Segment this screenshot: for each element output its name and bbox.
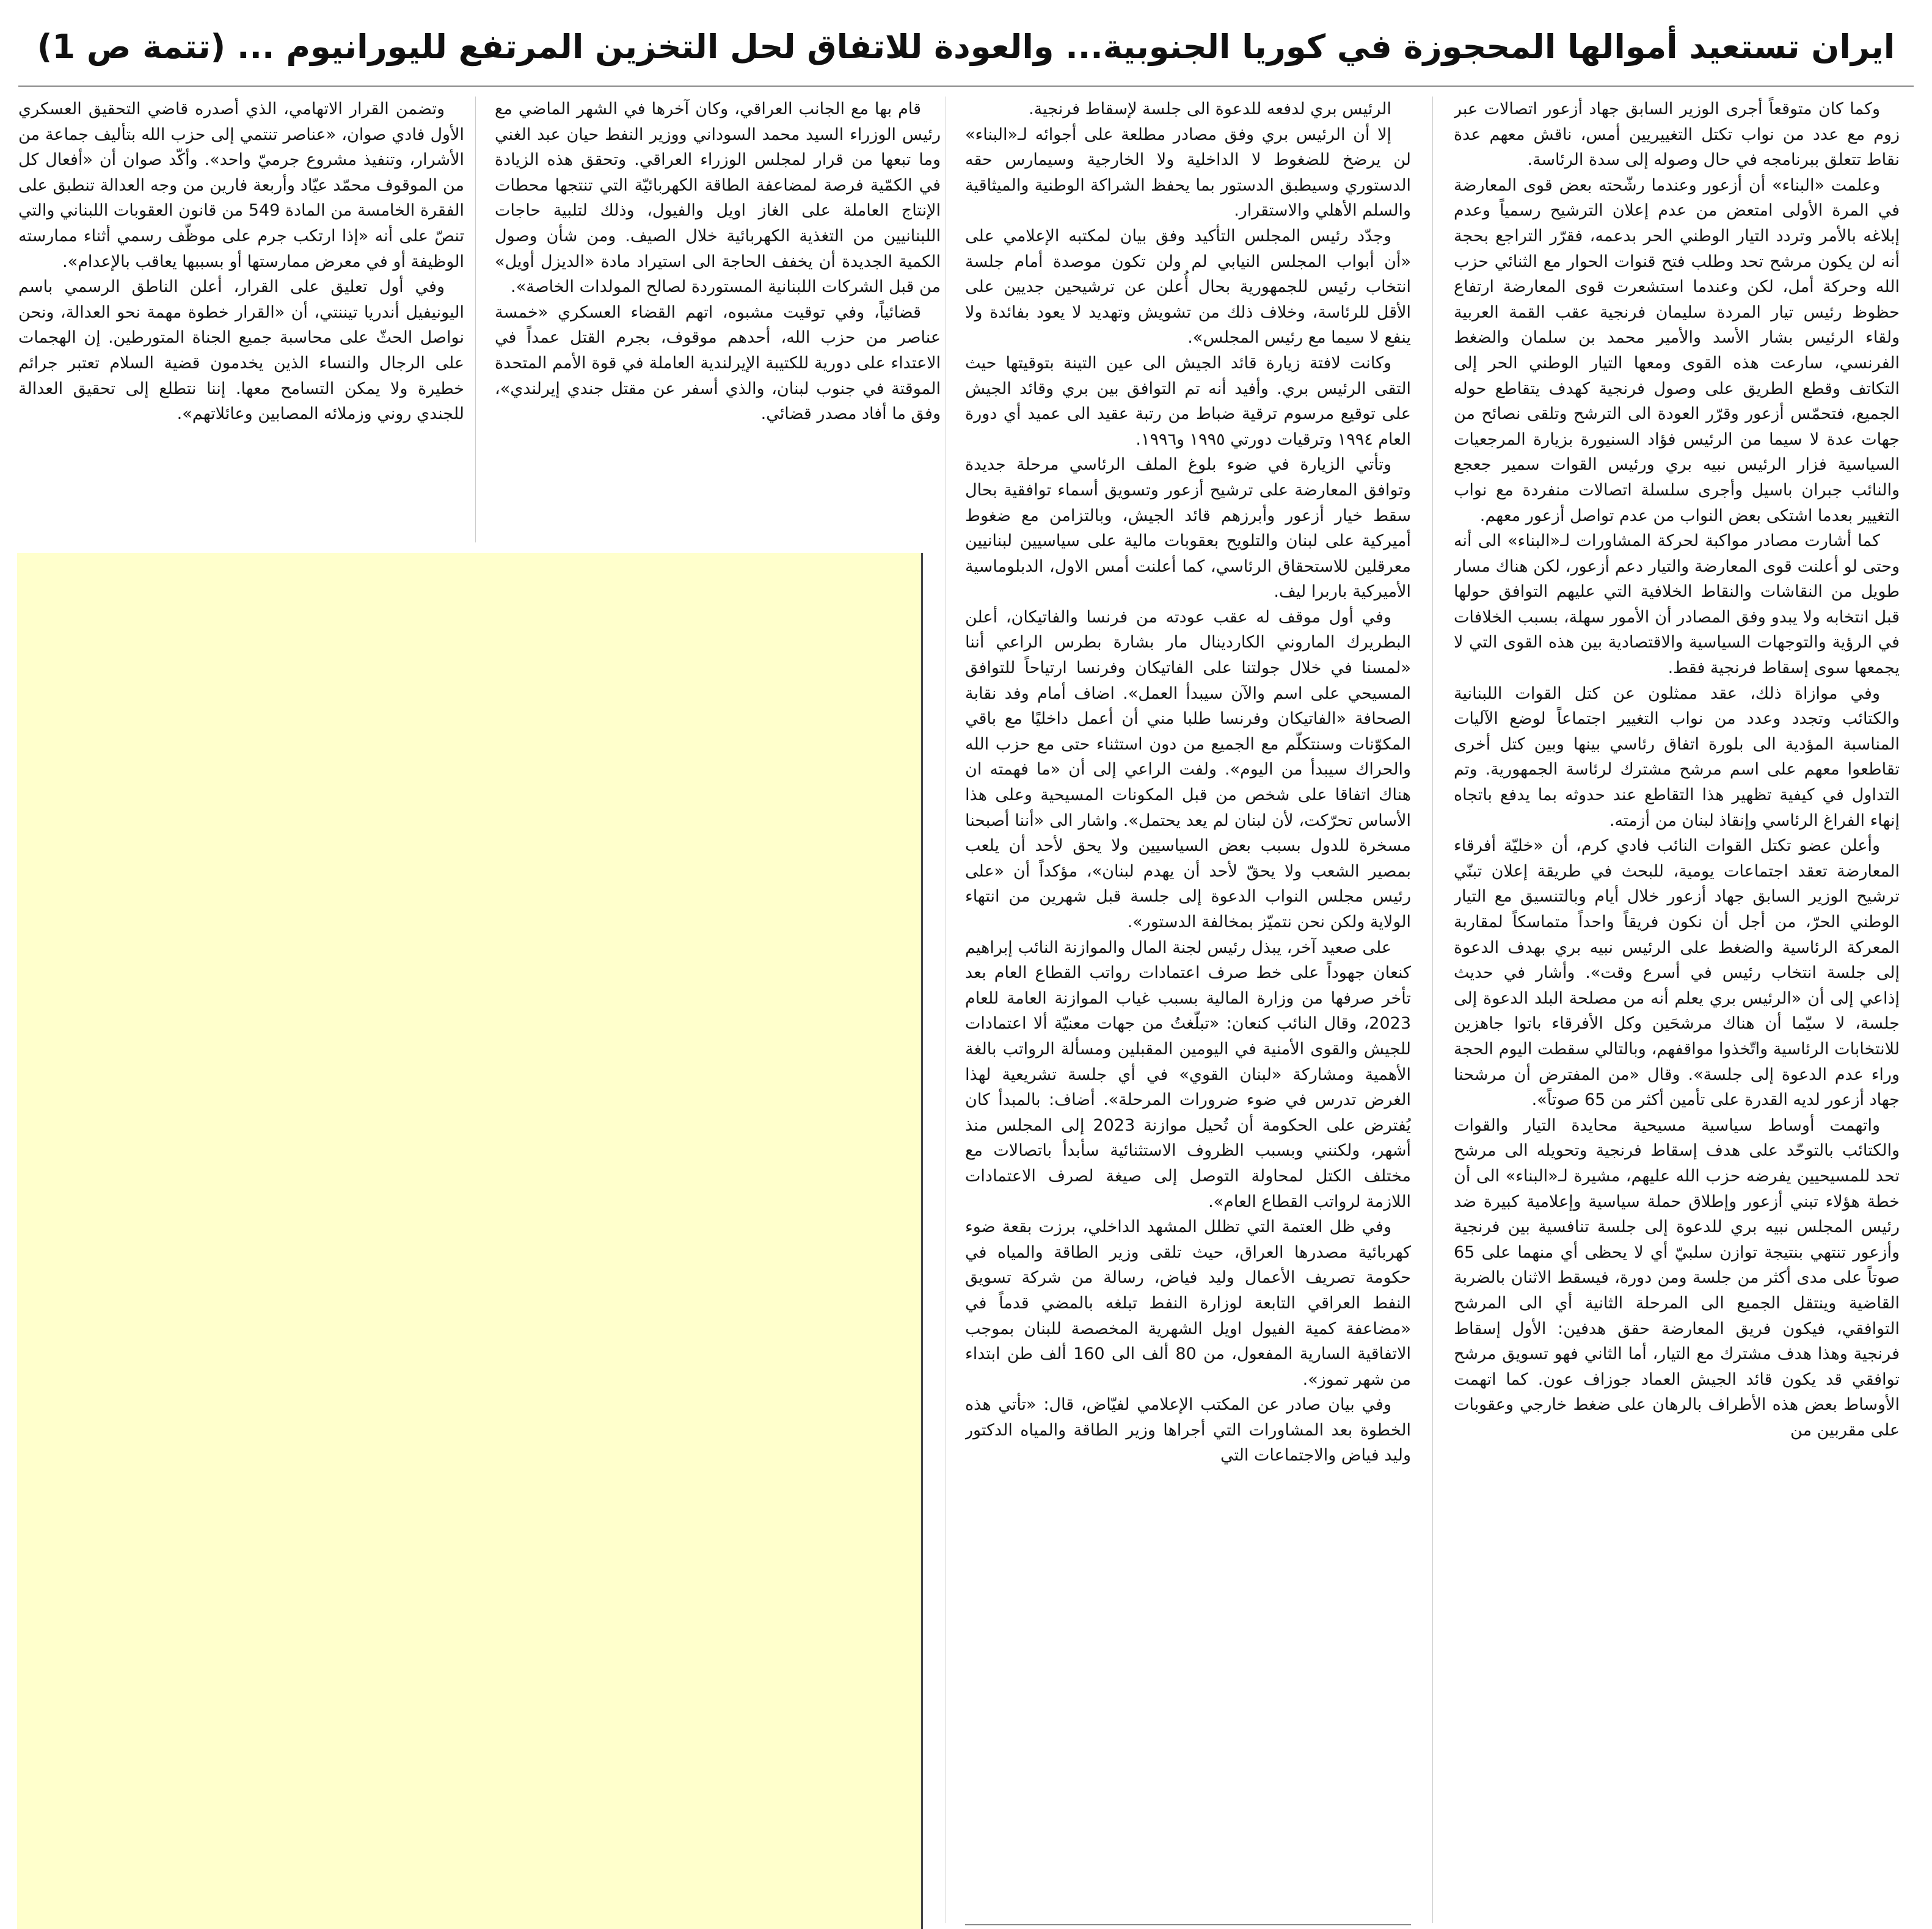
article-paragraph: وفي بيان صادر عن المكتب الإعلامي لفيّاض، قال: «تأتي هذه الخطوة بعد المشاورات التي أجراها وزير الطاقة والمياه الدكتور وليد فياض والاجتماعات التي [965, 1395, 1411, 1465]
article-paragraph: وفي موازاة ذلك، عقد ممثلون عن كتل القوات اللبنانية والكتائب وتجدد وعدد من نواب التغيير اجتماعاً لوضع الآليات المناسبة المؤدية الى بلورة اتفاق رئاسي بينها وبين كتل أخرى تقاطعوا معهم على اسم مرشح مشترك لرئاسة الجمهورية. وتم التداول في كيفية تظهير هذا التقاطع عند حدوثه بما يدفع باتجاه إنهاء الفراغ الرئاسي وإنقاذ لبنان من أزمته. [1454, 684, 1900, 830]
article-column-1 [1454, 97, 1900, 1923]
column-divider [475, 97, 476, 542]
article-paragraph: وفي أول تعليق على القرار، أعلن الناطق الرسمي باسم اليونيفيل أندريا تيننتي، أن «القرار خطوة مهمة نحو العدالة، ونحن نواصل الحثّ على محاسبة جميع الجناة المتورطين. إن الهجمات على الرجال والنساء الذين يخدمون قضية السلام تعتبر جرائم خطيرة ولا يمكن التسامح معها. إننا نتطلع إلى تحقيق العدالة للجندي روني وزملائه المصابين وعائلاتهم». [18, 277, 464, 424]
article-paragraph: إلا أن الرئيس بري وفق مصادر مطلعة على أجوائه لـ«البناء» لن يرضخ للضغوط لا الداخلية ولا الخارجية وسيمارس حقه الدستوري وسيطبق الدستور بما يحفظ الشراكة الوطنية والميثاقية والسلم الأهلي والاستقرار. [965, 125, 1411, 221]
article-paragraph: وكما كان متوقعاً أجرى الوزير السابق جهاد أزعور اتصالات عبر زوم مع عدد من نواب تكتل التغييريين أمس، ناقش معهم عدة نقاط تتعلق ببرنامجه في حال وصوله إلى سدة الرئاسة. [1454, 100, 1900, 170]
page-headline: ايران تستعيد أموالها المحجوزة في كوريا الجنوبية... والعودة للاتفاق لحل التخزين المرتفع لليورانيوم ... (تتمة ص 1) [37, 27, 1895, 66]
article-paragraph: وتضمن القرار الاتهامي، الذي أصدره قاضي التحقيق العسكري الأول فادي صوان، «عناصر تنتمي إلى حزب الله بتأليف جماعة من الأشرار، وتنفيذ مشروع جرميّ واحد». وأكّد صوان أن «أفعال كل من الموقوف محمّد عيّاد وأربعة فارين من وجه العدالة تنطبق على الفقرة الخامسة من المادة 549 من قانون العقوبات اللبناني والتي تنصّ على أنه «إذا ارتكب جرم على موظّف رسمي أثناء ممارسته الوظيفة أو في معرض ممارستها أو بسببها يعاقب بالإعدام». [18, 100, 464, 271]
article-column-2 [965, 97, 1411, 1923]
article-column-3 [495, 97, 941, 542]
article-paragraph: قضائياً، وفي توقيت مشبوه، اتهم القضاء العسكري «خمسة عناصر من حزب الله، أحدهم موقوف، بجرم القتل عمداً في الاعتداء على دورية للكتيبة الإيرلندية العاملة في قوة الأمم المتحدة الموقتة في جنوب لبنان، والذي أسفر عن مقتل جندي إيرلندي»، وفق ما أفاد مصدر قضائي. [495, 302, 941, 424]
blank-ad-space [17, 553, 923, 1929]
article-paragraph: وتأتي الزيارة في ضوء بلوغ الملف الرئاسي مرحلة جديدة وتوافق المعارضة على ترشيح أزعور وتسويق أسماء توافقية بحال سقط خيار أزعور وأبرزهم قائد الجيش، وبالتزامن مع ضغوط أميركية على لبنان والتلويح بعقوبات مالية على سياسيين لبنانيين معرقلين للاستحقاق الرئاسي، كما أعلنت أمس الاول، الدبلوماسية الأميركية باربرا ليف. [965, 455, 1411, 602]
article-paragraph: واتهمت أوساط سياسية مسيحية محايدة التيار والقوات والكتائب بالتوحّد على هدف إسقاط فرنجية وتحويله الى مرشح تحد للمسيحيين يفرضه حزب الله عليهم، مشيرة لـ«البناء» الى أن خطة هؤلاء تبني أزعور وإطلاق حملة سياسية وإعلامية كبيرة ضد رئيس المجلس نبيه بري للدعوة إلى جلسة تنافسية بين فرنجية وأزعور تنتهي بنتيجة توازن سلبيّ أي لا يحظى أي منهما على 65 صوتاً على مدى أكثر من جلسة ومن دورة، فيسقط الاثنان بالضربة القاضية وينتقل الجميع الى المرحلة الثانية أي الى المرشح التوافقي، فيكون فريق المعارضة حقق هدفين: الأول إسقاط فرنجية وهذا هدف مشترك مع التيار، أما الثاني فهو تسويق مرشح توافقي قد يكون قائد الجيش العماد جوزاف عون. كما اتهمت الأوساط بعض هذه الأطراف بالرهان على ضغط خارجي وعقوبات على مقربين من [1454, 1115, 1900, 1440]
article-paragraph: وفي أول موقف له عقب عودته من فرنسا والفاتيكان، أعلن البطريرك الماروني الكاردينال مار بشارة بطرس الراعي أننا «لمسنا في خلال جولتنا على الفاتيكان وفرنسا ارتياحاً للتوافق المسيحي على اسم والآن سيبدأ العمل». اضاف أمام وفد نقابة الصحافة «الفاتيكان وفرنسا طلبا مني أن أعمل داخليًا مع باقي المكوّنات وسنتكلّم مع الجميع من دون استثناء حتى مع حزب الله والحراك سيبدأ من اليوم». ولفت الراعي إلى أن «ما فهمته ان هناك اتفاقا على شخص من قبل المكونات المسيحية وعلى هذا الأساس تحرّكت، لأن لبنان لم يعد يحتمل». واشار الى «أننا أصبحنا مسخرة للدول بسبب بعض السياسيين ولا يحق لأحد أن يلعب بمصير الشعب ولا يحقّ لأحد أن يهدم لبنان»، مؤكداً أن «على رئيس مجلس النواب الدعوة إلى جلسة قبل شهرين من انتهاء الولاية ولكن نحن نتميّز بمخالفة الدستور». [965, 607, 1411, 932]
article-column-4 [18, 97, 464, 542]
column-divider [1432, 97, 1433, 1923]
article-paragraph: وجدّد رئيس المجلس التأكيد وفق بيان لمكتبه الإعلامي على «أن أبواب المجلس النيابي لم ولن تكون موصدة أمام جلسة انتخاب رئيس للجمهورية بحال أُعلن عن ترشيحين جديين على الأقل للرئاسة، وخلاف ذلك من تشويش وتهديد لا يعود بفائدة ولا ينفع لا سيما مع رئيس المجلس». [965, 226, 1411, 348]
article-paragraph: وعلمت «البناء» أن أزعور وعندما رشّحته بعض قوى المعارضة في المرة الأولى امتعض من عدم إعلان الترشيح رسمياً وعدم إبلاغه بالأمر وتردد التيار الوطني الحر بدعمه، فقرّر التراجع بحجة أنه لن يكون مرشح تحد وطلب فتح قنوات الحوار مع الثنائي حزب الله وحركة أمل، لكن وعندما استشعرت قوى المعارضة ارتفاع حظوظ رئيس تيار المردة سليمان فرنجية عقب القمة العربية ولقاء الرئيس بشار الأسد والأمير محمد بن سلمان والضغط الفرنسي، سارعت هذه القوى ومعها التيار الوطني الحر إلى التكاتف وقطع الطريق على وصول فرنجية كهدف يتقاطع حوله الجميع، فتحمّس أزعور وقرّر العودة الى الترشح وتلقى نصائح من جهات عدة لا سيما من الرئيس فؤاد السنيورة بزيارة المرجعيات السياسية فزار الرئيس نبيه بري ورئيس القوات سمير جعجع والنائب جبران باسيل وأجرى سلسلة اتصالات منفردة مع نواب التغيير بعدما اشتكى بعض النواب من عدم تواصل أزعور معهم. [1454, 175, 1900, 525]
bottom-rule [965, 1924, 1411, 1925]
article-paragraph: كما أشارت مصادر مواكبة لحركة المشاورات لـ«البناء» الى أنه وحتى لو أعلنت قوى المعارضة والتيار دعم أزعور، لكن هناك مسار طويل من النقاشات والنقاط الخلافية التي عليهم التوافق حولها قبل انتخابه ولا يبدو وفق المصادر أن الأمور سهلة، بسبب الخلافات في الرؤية والتوجهات السياسية والاقتصادية بين هذه القوى التي لا يجمعها سوى إسقاط فرنجية فقط. [1454, 531, 1900, 678]
article-paragraph: الرئيس بري لدفعه للدعوة الى جلسة لإسقاط فرنجية. [1029, 100, 1391, 119]
headline-rule [18, 86, 1914, 87]
article-paragraph: وأعلن عضو تكتل القوات النائب فادي كرم، أن «خليّة أفرقاء المعارضة تعقد اجتماعات يومية، للبحث في طريقة إعلان تبنّي ترشيح الوزير السابق جهاد أزعور خلال أيام وبالتنسيق مع التيار الوطني الحرّ، من أجل أن نكون فريقاً واحداً متماسكاً لمقاربة المعركة الرئاسية والضغط على الرئيس نبيه بري بهدف الدعوة إلى جلسة انتخاب رئيس في أسرع وقت». وأشار في حديث إذاعي إلى أن «الرئيس بري يعلم أنه من مصلحة البلد الدعوة إلى جلسة، لا سيّما أن هناك مرشحَين وكل الأفرقاء باتوا جاهزين للانتخابات الرئاسية واتّخذوا مواقفهم، وبالتالي سقطت اليوم الحجة وراء عدم الدعوة إلى جلسة». وقال «من المفترض أن مرشحنا جهاد أزعور لديه القدرة على تأمين أكثر من 65 صوتاً». [1454, 836, 1900, 1110]
article-paragraph: قام بها مع الجانب العراقي، وكان آخرها في الشهر الماضي مع رئيس الوزراء السيد محمد السوداني ووزير النفط حيان عبد الغني وما تبعها من قرار لمجلس الوزراء العراقي. وتحقق هذه الزيادة في الكمّية فرصة لمضاعفة الطاقة الكهربائيّة التي تنتجها محطات الإنتاج العاملة على الغاز اويل والفيول، وذلك لتلبية حاجات اللبنانيين من التغذية الكهربائية خلال الصيف. ومن شأن وصول الكمية الجديدة أن يخفف الحاجة الى استيراد مادة «الديزل أويل» من قبل الشركات اللبنانية المستوردة لصالح المولدات الخاصة». [495, 100, 941, 297]
article-paragraph: وكانت لافتة زيارة قائد الجيش الى عين التينة بتوقيتها حيث التقى الرئيس بري. وأفيد أنه تم التوافق بين بري وقائد الجيش على توقيع مرسوم ترقية ضباط من رتبة عقيد الى عميد أي دورة العام ١٩٩٤ وترقيات دورتي ١٩٩٥ و١٩٩٦. [965, 353, 1411, 449]
article-paragraph: وفي ظل العتمة التي تظلل المشهد الداخلي، برزت بقعة ضوء كهربائية مصدرها العراق، حيث تلقى وزير الطاقة والمياه في حكومة تصريف الأعمال وليد فياض، رسالة من شركة تسويق النفط العراقي التابعة لوزارة النفط تبلغه بالمضي قدماً في «مضاعفة كمية الفيول اويل الشهرية المخصصة للبنان بموجب الاتفاقية السارية المفعول، من 80 ألف الى 160 ألف طن ابتداء من شهر تموز». [965, 1217, 1411, 1389]
article-paragraph: على صعيد آخر، يبذل رئيس لجنة المال والموازنة النائب إبراهيم كنعان جهوداً على خط صرف اعتمادات رواتب القطاع العام بعد تأخر صرفها من وزارة المالية بسبب غياب الموازنة العامة للعام 2023، وقال النائب كنعان: «تبلّغتُ من جهات معنيّة ألا اعتمادات للجيش والقوى الأمنية في اليومين المقبلين ومسألة الرواتب بالغة الأهمية ومشاركة «لبنان القوي» في أي جلسة تشريعية لهذا الغرض تدرس في ضوء ضرورات المرحلة». أضاف: بالمبدأ كان يُفترض على الحكومة أن تُحيل موازنة 2023 إلى المجلس منذ أشهر، ولكنني وبسبب الظروف الاستثنائية سأبدأ باتصالات مع مختلف الكتل لمحاولة التوصل إلى صيغة لصرف الاعتمادات اللازمة لرواتب القطاع العام». [965, 938, 1411, 1211]
